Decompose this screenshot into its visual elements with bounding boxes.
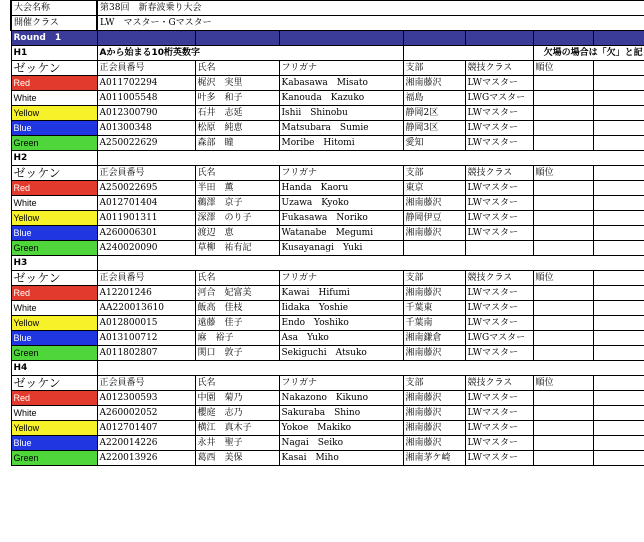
cell-rank[interactable] — [533, 286, 593, 301]
header-blank — [593, 61, 644, 76]
cell-member-no: A012800015 — [97, 316, 195, 331]
cell-blank — [593, 181, 644, 196]
cell-name: 飯高 佳枝 — [195, 301, 279, 316]
cell-blank — [593, 121, 644, 136]
cell-member-no: A013100712 — [97, 331, 195, 346]
cell-class: LWGマスター — [465, 331, 533, 346]
cell-member-no: A011901311 — [97, 211, 195, 226]
header-zekken: ゼッケン — [11, 271, 97, 286]
cell-furigana: Watanabe Megumi — [279, 226, 403, 241]
cell-rank[interactable] — [533, 226, 593, 241]
cell-furigana: Kanouda Kazuko — [279, 91, 403, 106]
cell-name: 草柳 祐有記 — [195, 241, 279, 256]
cell-branch: 千葉南 — [403, 316, 465, 331]
heat-table — [10, 0, 644, 466]
zekken-color-green: Green — [11, 451, 97, 466]
cell-branch: 湘南藤沢 — [403, 76, 465, 91]
heat-header-row — [11, 166, 644, 181]
competitor-row — [11, 91, 644, 106]
cell-rank[interactable] — [533, 106, 593, 121]
cell-rank[interactable] — [533, 406, 593, 421]
header-branch: 支部 — [403, 166, 465, 181]
cell-rank[interactable] — [533, 196, 593, 211]
cell-branch: 静岡3区 — [403, 121, 465, 136]
competitor-row — [11, 436, 644, 451]
heat-header-row — [11, 61, 644, 76]
cell-branch: 湘南藤沢 — [403, 346, 465, 361]
cell-class: LWマスター — [465, 196, 533, 211]
cell-name: 石井 志延 — [195, 106, 279, 121]
cell-rank[interactable] — [533, 451, 593, 466]
cell-blank — [593, 91, 644, 106]
cell-class: LWマスター — [465, 286, 533, 301]
cell-rank[interactable] — [533, 421, 593, 436]
cell-rank[interactable] — [533, 316, 593, 331]
zekken-color-blue: Blue — [11, 226, 97, 241]
cell-member-no: A011005548 — [97, 91, 195, 106]
competitor-row — [11, 121, 644, 136]
zekken-color-red: Red — [11, 76, 97, 91]
cell-rank[interactable] — [533, 211, 593, 226]
cell-class: LWマスター — [465, 106, 533, 121]
header-zekken: ゼッケン — [11, 166, 97, 181]
class-value[interactable]: LW マスター・Gマスター — [97, 16, 644, 31]
cell-name: 鵜澤 京子 — [195, 196, 279, 211]
cell-member-no: A250022695 — [97, 181, 195, 196]
zekken-color-white: White — [11, 301, 97, 316]
header-rank: 順位 — [533, 271, 593, 286]
heat-label-row — [11, 151, 644, 166]
header-rank: 順位 — [533, 376, 593, 391]
cell-furigana: Kusayanagi Yuki — [279, 241, 403, 256]
round-bar — [11, 31, 644, 46]
cell-class: LWマスター — [465, 451, 533, 466]
cell-name: 麻 裕子 — [195, 331, 279, 346]
cell-furigana: Sekiguchi Atsuko — [279, 346, 403, 361]
competitor-row — [11, 331, 644, 346]
cell-name: 永井 聖子 — [195, 436, 279, 451]
header-name: 氏名 — [195, 61, 279, 76]
cell-member-no: AA220013610 — [97, 301, 195, 316]
cell-branch — [403, 241, 465, 256]
competitor-row — [11, 346, 644, 361]
zekken-color-green: Green — [11, 346, 97, 361]
cell-blank — [593, 451, 644, 466]
cell-name: 遠藤 佳子 — [195, 316, 279, 331]
cell-member-no: A012701404 — [97, 196, 195, 211]
competitor-row — [11, 391, 644, 406]
cell-furigana: Ishii Shinobu — [279, 106, 403, 121]
cell-blank — [593, 436, 644, 451]
cell-member-no: A12201246 — [97, 286, 195, 301]
zekken-color-yellow: Yellow — [11, 211, 97, 226]
header-zekken: ゼッケン — [11, 61, 97, 76]
cell-member-no: A012300790 — [97, 106, 195, 121]
header-branch: 支部 — [403, 271, 465, 286]
cell-member-no: A240020090 — [97, 241, 195, 256]
cell-branch: 千葉東 — [403, 301, 465, 316]
cell-class: LWマスター — [465, 316, 533, 331]
heat-label: H1 — [11, 46, 97, 61]
cell-branch: 湘南藤沢 — [403, 406, 465, 421]
cell-furigana: Endo Yoshiko — [279, 316, 403, 331]
heat-sheet — [10, 0, 644, 466]
header-name: 氏名 — [195, 166, 279, 181]
cell-class: LWマスター — [465, 406, 533, 421]
cell-member-no: A260006301 — [97, 226, 195, 241]
cell-rank[interactable] — [533, 241, 593, 256]
cell-class: LWマスター — [465, 301, 533, 316]
competitor-row — [11, 301, 644, 316]
cell-furigana: Handa Kaoru — [279, 181, 403, 196]
header-blank — [593, 271, 644, 286]
header-rank: 順位 — [533, 61, 593, 76]
header-zekken: ゼッケン — [11, 376, 97, 391]
header-furigana: フリガナ — [279, 376, 403, 391]
competitor-row — [11, 286, 644, 301]
zekken-color-green: Green — [11, 241, 97, 256]
cell-class: LWマスター — [465, 211, 533, 226]
header-member-no: 正会員番号 — [97, 166, 195, 181]
class-row — [11, 16, 644, 31]
cell-name: 葛西 美保 — [195, 451, 279, 466]
zekken-color-blue: Blue — [11, 436, 97, 451]
heat-header-row — [11, 376, 644, 391]
cell-blank — [593, 241, 644, 256]
cell-member-no: A012300593 — [97, 391, 195, 406]
header-member-no: 正会員番号 — [97, 376, 195, 391]
cell-furigana: Asa Yuko — [279, 331, 403, 346]
cell-name: 梶沢 実里 — [195, 76, 279, 91]
cell-branch: 湘南茅ケ崎 — [403, 451, 465, 466]
zekken-color-green: Green — [11, 136, 97, 151]
competitor-row — [11, 226, 644, 241]
cell-rank[interactable] — [533, 91, 593, 106]
cell-branch: 湘南鎌倉 — [403, 331, 465, 346]
cell-name: 中園 菊乃 — [195, 391, 279, 406]
cell-branch: 湘南藤沢 — [403, 436, 465, 451]
cell-name: 深澤 のり子 — [195, 211, 279, 226]
cell-blank — [593, 106, 644, 121]
zekken-color-blue: Blue — [11, 331, 97, 346]
cell-class: LWマスター — [465, 121, 533, 136]
header-blank — [593, 166, 644, 181]
member-no-note: Aから始まる10桁英数字 — [97, 46, 403, 61]
competitor-row — [11, 181, 644, 196]
cell-name: 河合 妃富美 — [195, 286, 279, 301]
header-competition-class: 競技クラス — [465, 61, 533, 76]
cell-class: LWマスター — [465, 436, 533, 451]
cell-blank — [593, 301, 644, 316]
cell-branch: 湘南藤沢 — [403, 196, 465, 211]
cell-blank — [593, 211, 644, 226]
cell-branch: 静岡2区 — [403, 106, 465, 121]
cell-furigana: Uzawa Kyoko — [279, 196, 403, 211]
cell-class: LWマスター — [465, 76, 533, 91]
cell-rank[interactable] — [533, 76, 593, 91]
cell-blank — [593, 316, 644, 331]
cell-furigana: Matsubara Sumie — [279, 121, 403, 136]
heat-label: H4 — [11, 361, 97, 376]
cell-name: 半田 薫 — [195, 181, 279, 196]
cell-name: 叶多 和子 — [195, 91, 279, 106]
event-name-row — [11, 1, 644, 16]
cell-rank[interactable] — [533, 121, 593, 136]
cell-name: 櫻庭 志乃 — [195, 406, 279, 421]
cell-class: LWマスター — [465, 346, 533, 361]
cell-furigana: Kabasawa Misato — [279, 76, 403, 91]
cell-blank — [593, 421, 644, 436]
header-name: 氏名 — [195, 376, 279, 391]
competitor-row — [11, 106, 644, 121]
cell-branch: 愛知 — [403, 136, 465, 151]
heat-header-row — [11, 271, 644, 286]
cell-member-no: A01300348 — [97, 121, 195, 136]
cell-member-no: A011802807 — [97, 346, 195, 361]
cell-rank[interactable] — [533, 346, 593, 361]
cell-furigana: Yokoe Makiko — [279, 421, 403, 436]
zekken-color-red: Red — [11, 391, 97, 406]
cell-blank — [593, 406, 644, 421]
zekken-color-red: Red — [11, 181, 97, 196]
cell-rank[interactable] — [533, 181, 593, 196]
heat-label-row — [11, 361, 644, 376]
round-label: Round 1 — [11, 31, 97, 46]
cell-branch: 湘南藤沢 — [403, 421, 465, 436]
header-member-no: 正会員番号 — [97, 61, 195, 76]
cell-blank — [593, 196, 644, 211]
cell-name: 森部 瞳 — [195, 136, 279, 151]
heat-label: H3 — [11, 256, 97, 271]
heat-label: H2 — [11, 151, 97, 166]
cell-class: LWマスター — [465, 421, 533, 436]
zekken-color-red: Red — [11, 286, 97, 301]
zekken-color-yellow: Yellow — [11, 106, 97, 121]
cell-furigana: Kawai Hifumi — [279, 286, 403, 301]
cell-member-no: A250022629 — [97, 136, 195, 151]
header-rank: 順位 — [533, 166, 593, 181]
header-branch: 支部 — [403, 61, 465, 76]
cell-branch: 湘南藤沢 — [403, 391, 465, 406]
competitor-row — [11, 136, 644, 151]
cell-furigana: Kasai Miho — [279, 451, 403, 466]
competitor-row — [11, 76, 644, 91]
heat-label-row — [11, 46, 644, 61]
absence-note: 欠場の場合は「欠」と記 — [533, 46, 644, 61]
cell-blank — [593, 286, 644, 301]
cell-branch: 湘南藤沢 — [403, 226, 465, 241]
competitor-row — [11, 406, 644, 421]
cell-branch: 福島 — [403, 91, 465, 106]
cell-name: 松原 純恵 — [195, 121, 279, 136]
cell-class: LWマスター — [465, 136, 533, 151]
cell-member-no: A220014226 — [97, 436, 195, 451]
header-branch: 支部 — [403, 376, 465, 391]
header-competition-class: 競技クラス — [465, 271, 533, 286]
cell-branch: 東京 — [403, 181, 465, 196]
cell-furigana: Sakuraba Shino — [279, 406, 403, 421]
competitor-row — [11, 241, 644, 256]
competitor-row — [11, 451, 644, 466]
cell-blank — [593, 136, 644, 151]
class-label: 開催クラス — [11, 16, 97, 31]
heat-label-row — [11, 256, 644, 271]
cell-blank — [593, 226, 644, 241]
zekken-color-blue: Blue — [11, 121, 97, 136]
cell-rank[interactable] — [533, 301, 593, 316]
cell-blank — [593, 331, 644, 346]
cell-blank — [593, 391, 644, 406]
cell-blank — [593, 346, 644, 361]
cell-class: LWマスター — [465, 391, 533, 406]
zekken-color-white: White — [11, 196, 97, 211]
cell-blank — [593, 76, 644, 91]
header-competition-class: 競技クラス — [465, 376, 533, 391]
cell-member-no: A260002052 — [97, 406, 195, 421]
zekken-color-white: White — [11, 406, 97, 421]
cell-member-no: A220013926 — [97, 451, 195, 466]
cell-name: 横江 真木子 — [195, 421, 279, 436]
cell-class: LWマスター — [465, 181, 533, 196]
cell-member-no: A011702294 — [97, 76, 195, 91]
cell-rank[interactable] — [533, 331, 593, 346]
cell-furigana: Iidaka Yoshie — [279, 301, 403, 316]
cell-rank[interactable] — [533, 136, 593, 151]
cell-furigana: Nakazono Kikuno — [279, 391, 403, 406]
zekken-color-white: White — [11, 91, 97, 106]
header-furigana: フリガナ — [279, 166, 403, 181]
competitor-row — [11, 316, 644, 331]
cell-branch: 静岡伊豆 — [403, 211, 465, 226]
event-name-value[interactable]: 第38回 新春波乗り大会 — [97, 1, 644, 16]
competitor-row — [11, 421, 644, 436]
event-name-label: 大会名称 — [11, 1, 97, 16]
cell-class: LWGマスター — [465, 91, 533, 106]
cell-furigana: Nagai Seiko — [279, 436, 403, 451]
header-competition-class: 競技クラス — [465, 166, 533, 181]
cell-name: 渡辺 恵 — [195, 226, 279, 241]
cell-name: 関口 敦子 — [195, 346, 279, 361]
cell-class — [465, 241, 533, 256]
header-member-no: 正会員番号 — [97, 271, 195, 286]
zekken-color-yellow: Yellow — [11, 316, 97, 331]
cell-branch: 湘南藤沢 — [403, 286, 465, 301]
header-blank — [593, 376, 644, 391]
header-name: 氏名 — [195, 271, 279, 286]
cell-class: LWマスター — [465, 226, 533, 241]
header-furigana: フリガナ — [279, 61, 403, 76]
cell-furigana: Fukasawa Noriko — [279, 211, 403, 226]
cell-member-no: A012701407 — [97, 421, 195, 436]
zekken-color-yellow: Yellow — [11, 421, 97, 436]
cell-rank[interactable] — [533, 436, 593, 451]
competitor-row — [11, 196, 644, 211]
cell-rank[interactable] — [533, 391, 593, 406]
competitor-row — [11, 211, 644, 226]
header-furigana: フリガナ — [279, 271, 403, 286]
cell-furigana: Moribe Hitomi — [279, 136, 403, 151]
